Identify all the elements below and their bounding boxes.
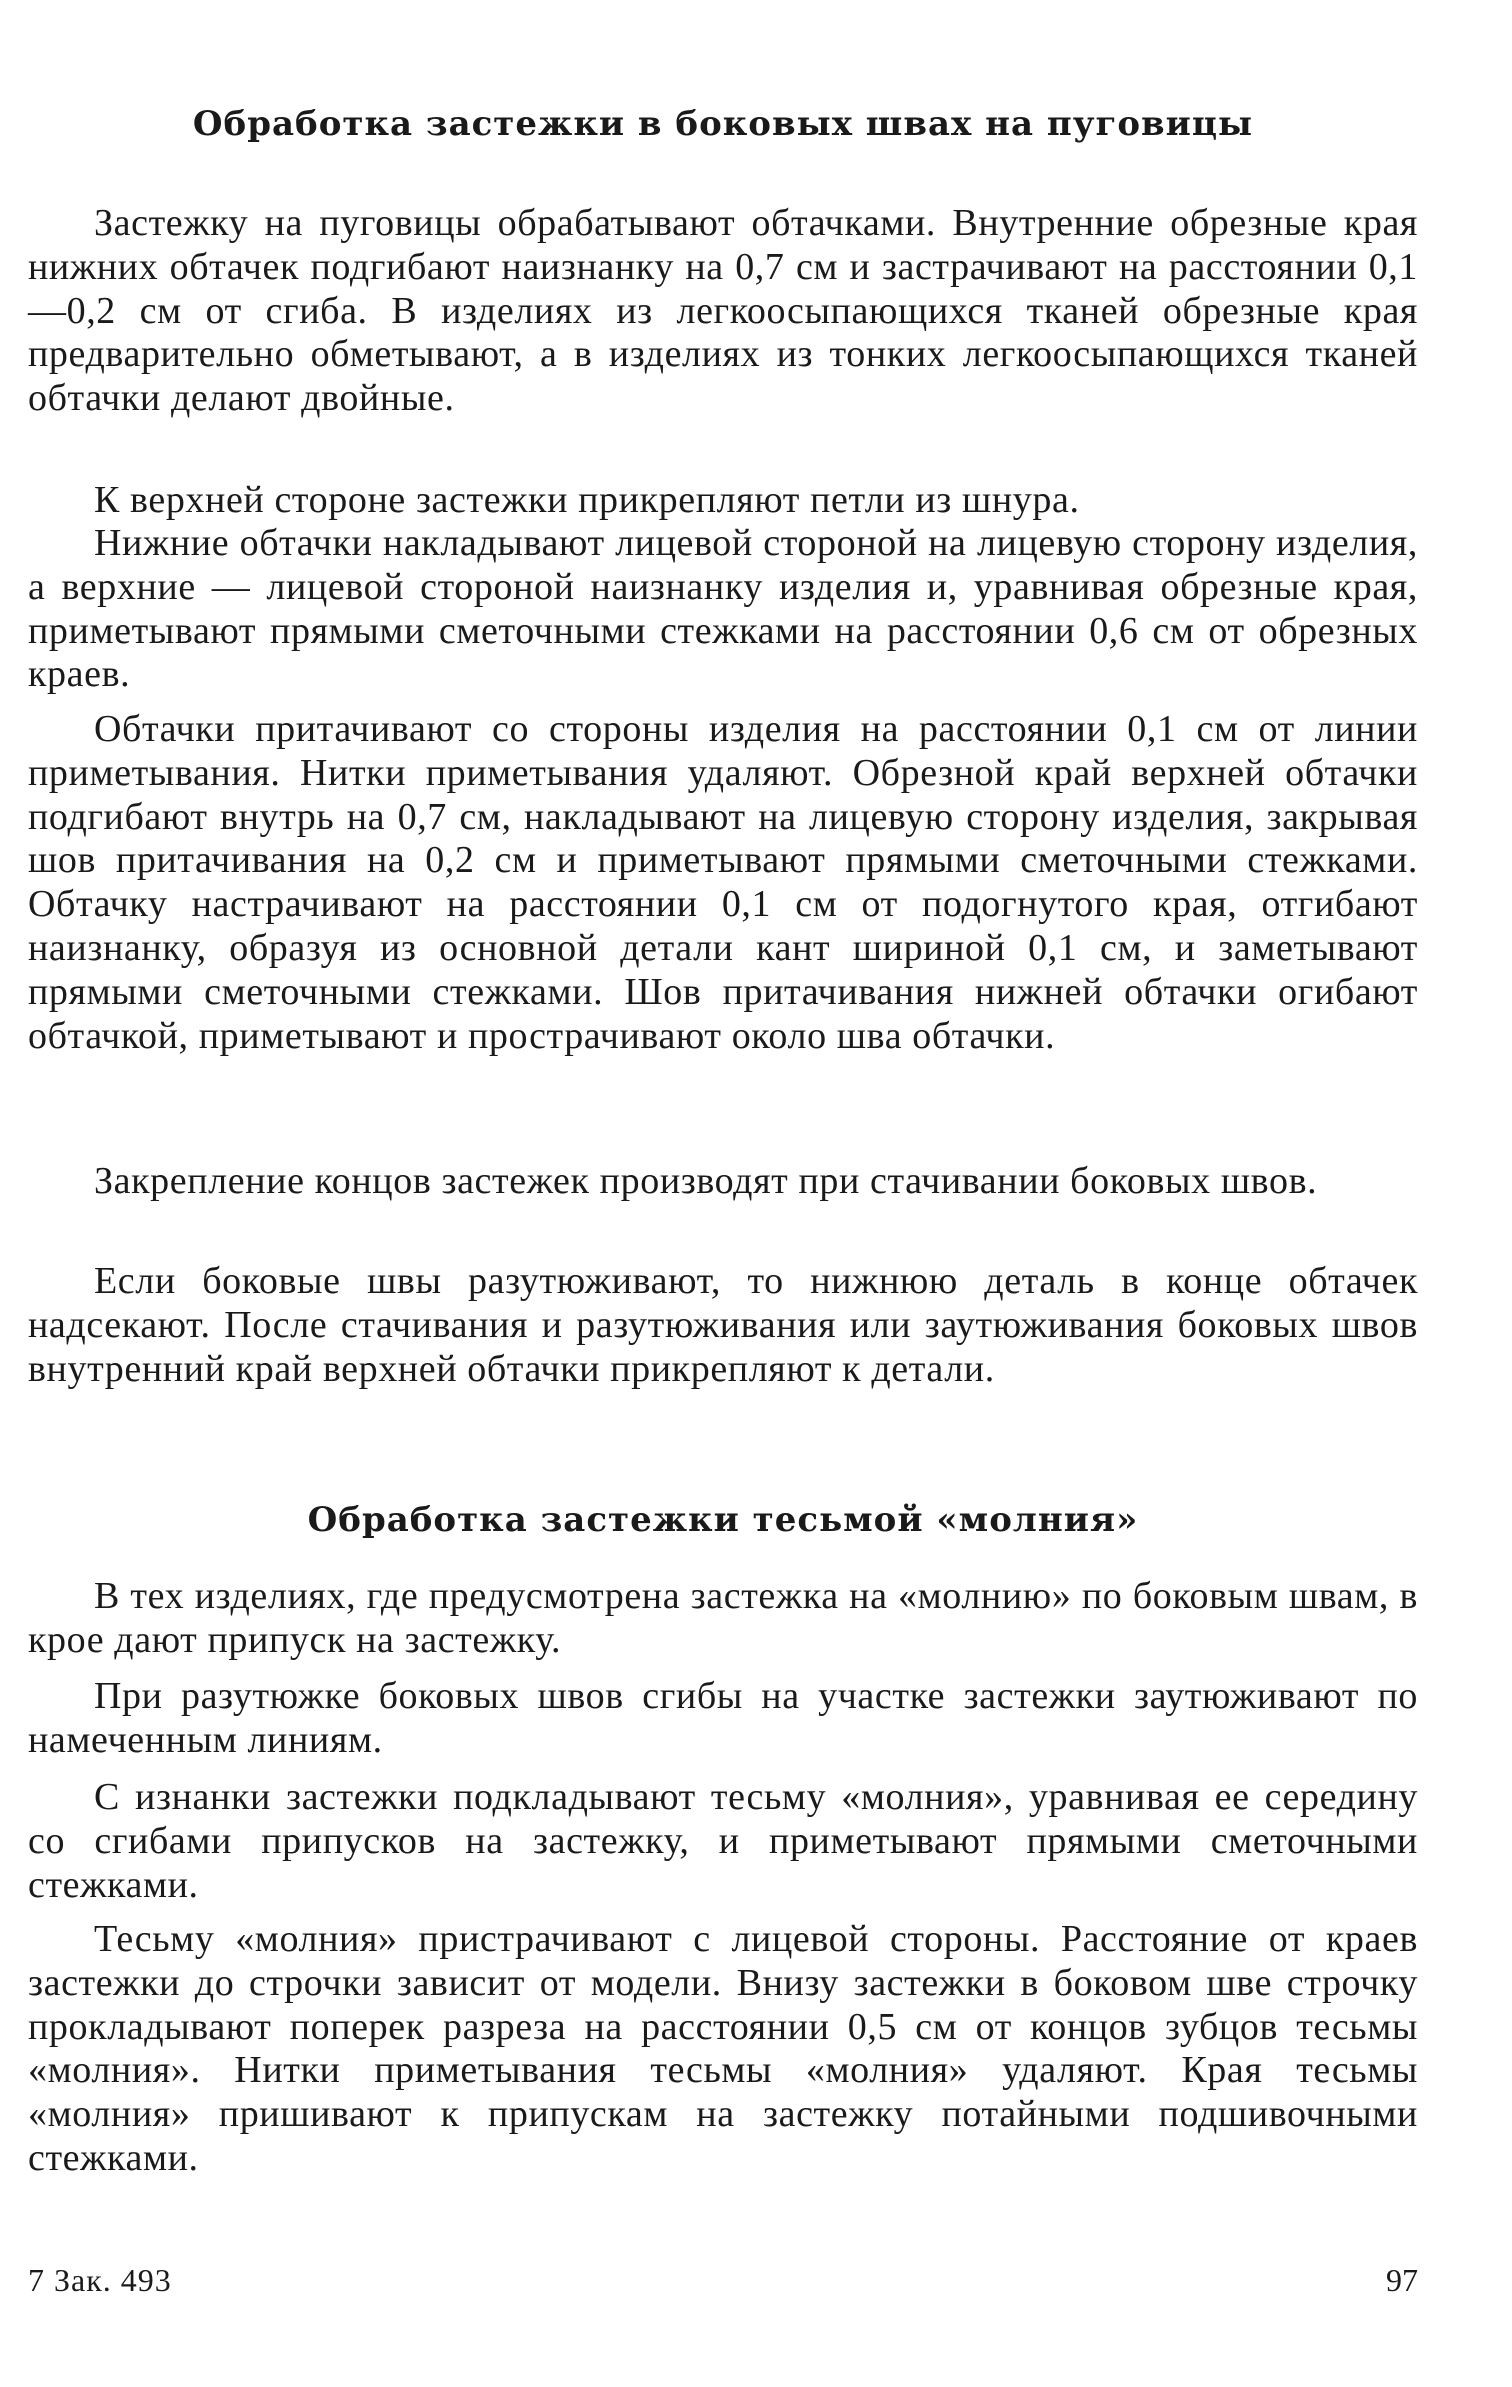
paragraph: Закрепление концов застежек производят при стачивании боковых швов. [94,1160,1318,1202]
paragraph: В тех изделиях, где предусмотрена застежка на «молнию» по боковым швам, в крое дают припуск на застежку. [28,1575,1418,1661]
printer-signature: 7 Зак. 493 [28,2262,172,2298]
book-page [28,0,1418,2387]
paragraph: Застежку на пуговицы обрабатывают обтачками. Внутренние обрезные края нижних обтачек подгибают наизнанку на 0,7 см и застрачивают на расстоянии 0,1—0,2 см от сгиба. В изделиях из легкоосыпающихся тканей обрезные края предварительно обметывают, а в изделиях из тонких легкоосыпающихся тканей обтачки делают двойные. [28,202,1418,420]
paragraph: Если боковые швы разутюживают, то нижнюю деталь в конце обтачек надсекают. После стачивания и разутюживания или заутюживания боковых швов внутренний край верхней обтачки прикрепляют к детали. [28,1260,1418,1390]
paragraph: С изнанки застежки подкладывают тесьму «молния», уравнивая ее середину со сгибами припусков на застежку, и приметывают прямыми сметочными стежками. [28,1776,1418,1906]
section-heading-buttons: Обработка застежки в боковых швах на пуговицы [192,104,1254,144]
paragraph: При разутюжке боковых швов сгибы на участке застежки заутюживают по намеченным линиям. [28,1675,1418,1761]
paragraph: Нижние обтачки накладывают лицевой стороной на лицевую сторону изделия, а верхние — лицевой стороной наизнанку изделия и, уравнивая обрезные края, приметывают прямыми сметочными стежками на расстоянии 0,6 см от обрезных краев. [28,522,1418,696]
section-heading-zipper: Обработка застежки тесьмой «молния» [307,1500,1139,1540]
paragraph: Обтачки притачивают со стороны изделия на расстоянии 0,1 см от линии приметывания. Нитки приметывания удаляют. Обрезной край верхней обтачки подгибают внутрь на 0,7 см, накладывают на лицевую сторону изделия, закрывая шов притачивания на 0,2 см и приметывают прямыми сметочными стежками. Обтачку настрачивают на расстоянии 0,1 см от подогнутого края, отгибают наизнанку, образуя из основной детали кант шириной 0,1 см, и заметывают прямыми сметочными стежками. Шов притачивания нижней обтачки огибают обтачкой, приметывают и прострачивают около шва обтачки. [28,708,1418,1057]
paragraph: Тесьму «молния» пристрачивают с лицевой стороны. Расстояние от краев застежки до строчки зависит от модели. Внизу застежки в боковом шве строчку прокладывают поперек разреза на расстоянии 0,5 см от концов зубцов тесьмы «молния». Нитки приметывания тесьмы «молния» удаляют. Края тесьмы «молния» пришивают к припускам на застежку потайными подшивочными стежками. [28,1918,1418,2179]
page-number: 97 [1386,2262,1418,2298]
page-footer [28,2262,1418,2302]
paragraph: К верхней стороне застежки прикрепляют петли из шнура. [94,479,1080,521]
